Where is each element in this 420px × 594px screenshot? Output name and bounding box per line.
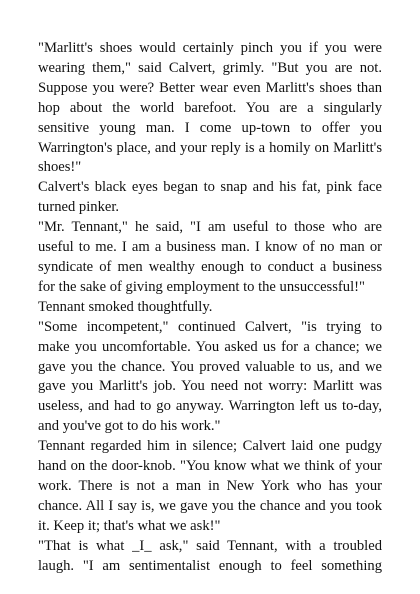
paragraph-7: "That is what _I_ ask," said Tennant, with a troubled laugh. "I am sentimentalist enough to feel something (38, 537, 382, 574)
paragraph-1: "Marlitt's shoes would certainly pinch you if you were wearing them," said Calvert, grimly. "But you are not. Suppose you were? Better wear even Marlitt's shoes than hop about the world barefoot. You are a singularly sensitive young man. I come up-town to offer you Warrington's place, and your reply is a homily on Marlitt's shoes!" (38, 40, 382, 176)
paragraph-6: Tennant regarded him in silence; Calvert laid one pudgy hand on the door-knob. "You know what we think of your work. There is not a man in New York who has your chance. All I say is, we gave you the chance and you took it. Keep it; that's what we ask!" (38, 438, 382, 534)
paragraph-3: "Mr. Tennant," he said, "I am useful to those who are useful to me. I am a business man. I know of no man or syndicate of men wealthy enough to conduct a business for the sake of giving employment to the unsuccessful!" (38, 219, 382, 295)
paragraph-2: Calvert's black eyes began to snap and his fat, pink face turned pinker. (38, 179, 382, 216)
paragraph-4: Tennant smoked thoughtfully. (38, 298, 213, 315)
page-text (38, 39, 382, 576)
paragraph-5: "Some incompetent," continued Calvert, "is trying to make you uncomfortable. You asked us for a chance; we gave you the chance. You proved valuable to us, and we gave you Marlitt's job. You need not worry: Marlitt was useless, and had to go anyway. Warrington left us to-day, and you've got to do his work." (38, 318, 382, 435)
